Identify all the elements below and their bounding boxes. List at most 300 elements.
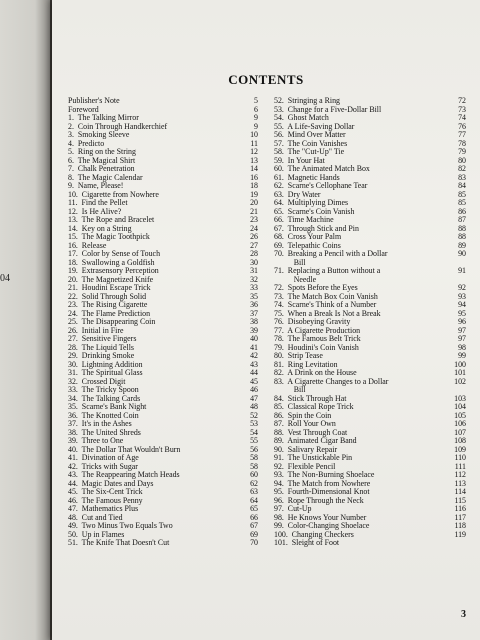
toc-entry-title: 98. He Knows Your Number [274, 513, 367, 522]
toc-entry-page: 86 [458, 206, 466, 216]
toc-entry [274, 106, 466, 115]
toc-entry-page: 112 [454, 470, 466, 479]
toc-entry [68, 250, 258, 259]
toc-entry-page: 9 [254, 121, 258, 131]
toc-entry-title: 87. Roll Your Own [274, 420, 336, 428]
toc-entry [68, 284, 258, 293]
toc-entry [274, 429, 466, 438]
toc-entry-title: 94. The Match from Nowhere [274, 479, 371, 488]
toc-entry-page: 87 [458, 215, 466, 224]
toc-entry-page: 21 [250, 206, 258, 216]
toc-entry-page: 58 [250, 461, 258, 471]
toc-entry-title: 47. Mathematics Plus [68, 505, 139, 513]
toc-entry-page: 96 [458, 317, 466, 326]
toc-entry-page: 47 [250, 393, 258, 403]
toc-entry [274, 216, 466, 225]
toc-entry [68, 386, 258, 395]
toc-left-column [68, 97, 258, 548]
toc-entry [274, 114, 466, 123]
toc-entry-title: 16. Release [68, 241, 107, 250]
toc-entry-title: 61. Magnetic Hands [274, 173, 340, 182]
toc-entry-title: 35. Scarne's Bank Night [68, 403, 147, 411]
toc-entry-title: 23. The Rising Cigarette [68, 301, 148, 309]
toc-entry [68, 403, 258, 412]
toc-entry [68, 191, 258, 200]
toc-entry-page: 118 [454, 521, 466, 530]
toc-entry-title: 71. Replacing a Button without a [274, 267, 381, 275]
toc-entry-page: 80 [458, 155, 466, 165]
toc-entry-page: 79 [458, 147, 466, 156]
toc-entry-title: 45. The Six-Cent Trick [68, 488, 143, 496]
toc-entry [68, 429, 258, 438]
toc-entry-page: 55 [250, 436, 258, 445]
toc-entry-title: 49. Two Minus Two Equals Two [68, 522, 173, 530]
toc-entry-page: 91 [458, 266, 466, 275]
toc-entry [274, 225, 466, 234]
toc-entry-title: 53. Change for a Five-Dollar Bill [274, 105, 382, 114]
toc-entry-page: 33 [250, 283, 258, 292]
toc-entry [68, 369, 258, 378]
toc-entry-page: 105 [454, 410, 466, 420]
toc-entry [274, 267, 466, 276]
toc-entry [274, 403, 466, 412]
toc-entry [274, 259, 466, 268]
toc-entry [274, 123, 466, 132]
toc-entry [68, 225, 258, 234]
toc-entry-page: 66 [250, 512, 258, 522]
toc-entry-title: Needle [274, 275, 317, 284]
toc-entry-page: 106 [454, 419, 466, 428]
toc-entry-page: 104 [454, 402, 466, 411]
toc-entry-title: 5. Ring on the String [68, 148, 136, 156]
toc-entry-page: 85 [458, 189, 466, 199]
toc-entry [274, 191, 466, 200]
toc-entry-title: 25. The Disappearing Coin [68, 318, 156, 326]
toc-entry-page: 19 [250, 189, 258, 199]
toc-entry-title: 72. Spots Before the Eyes [274, 284, 358, 292]
toc-entry [68, 106, 258, 115]
toc-entry-title: 97. Cut-Up [274, 505, 312, 513]
toc-entry-page: 18 [250, 181, 258, 190]
toc-entry [68, 454, 258, 463]
toc-entry [68, 276, 258, 285]
toc-entry [68, 157, 258, 166]
toc-entry-title: 2. Coin Through Handkerchief [68, 122, 168, 131]
toc-entry-page: 88 [458, 223, 466, 233]
toc-entry [274, 471, 466, 480]
toc-entry [68, 514, 258, 523]
toc-entry-page: 113 [454, 478, 466, 488]
toc-entry-title: 91. The Unstickable Pin [274, 454, 353, 462]
toc-entry-page: 85 [458, 198, 466, 207]
toc-entry [68, 352, 258, 361]
toc-entry-page: 9 [254, 113, 258, 122]
toc-entry-page: 5 [254, 96, 258, 105]
toc-entry [274, 250, 466, 259]
toc-entry-title: 81. Ring Levitation [274, 360, 338, 369]
toc-entry-page: 64 [250, 495, 258, 505]
toc-entry-page: 102 [454, 376, 466, 386]
toc-entry-page: 92 [458, 283, 466, 292]
toc-entry-title: 69. Telepathic Coins [274, 241, 341, 250]
toc-entry-page: 16 [250, 172, 258, 182]
toc-entry [274, 165, 466, 174]
toc-entry [274, 208, 466, 217]
toc-entry-page: 26 [250, 232, 258, 241]
toc-entry-title: 29. Drinking Smoke [68, 352, 135, 360]
toc-entry-title: 11. Find the Pellet [68, 199, 128, 207]
toc-entry-page: 11 [250, 138, 258, 148]
toc-entry [274, 454, 466, 463]
toc-entry [274, 352, 466, 361]
toc-entry [68, 182, 258, 191]
toc-entry-title: 85. Classical Rope Trick [274, 403, 354, 411]
toc-entry [274, 480, 466, 489]
toc-entry [68, 123, 258, 132]
toc-entry [274, 437, 466, 446]
toc-entry [68, 327, 258, 336]
toc-entry [68, 259, 258, 268]
toc-entry-title: 51. The Knife That Doesn't Cut [68, 539, 170, 547]
toc-entry-page: 103 [454, 393, 466, 403]
toc-entry [274, 199, 466, 208]
toc-entry-title: 1. The Talking Mirror [68, 114, 139, 122]
toc-entry-page: 56 [250, 444, 258, 454]
toc-entry-page: 76 [458, 121, 466, 131]
toc-entry-title: 40. The Dollar That Wouldn't Burn [68, 445, 181, 454]
toc-entry-title: 68. Cross Your Palm [274, 233, 342, 241]
toc-entry [274, 463, 466, 472]
toc-entry-page: 46 [250, 385, 258, 394]
toc-entry-page: 108 [454, 436, 466, 445]
toc-entry-title: 14. Key on a String [68, 224, 132, 233]
toc-entry-title: 24. The Flame Prediction [68, 309, 151, 318]
toc-entry-page: 40 [250, 334, 258, 343]
toc-entry-title: Publisher's Note [68, 97, 120, 105]
toc-entry-title: 62. Scarne's Cellophane Tear [274, 182, 368, 190]
toc-entry [68, 208, 258, 217]
toc-entry-title: 34. The Talking Cards [68, 394, 141, 403]
toc-entry-page: 13 [250, 155, 258, 165]
toc-entry-page: 97 [458, 334, 466, 343]
toc-entry [68, 140, 258, 149]
toc-entry-title: 20. The Magnetized Knife [68, 275, 154, 284]
toc-entry-title: 76. Disobeying Gravity [274, 318, 351, 326]
toc-entry-page: 35 [250, 291, 258, 301]
toc-entry-page: 10 [250, 130, 258, 139]
toc-entry [274, 335, 466, 344]
toc-entry-page: 99 [458, 351, 466, 360]
toc-entry-page: 24 [250, 223, 258, 233]
toc-entry [68, 437, 258, 446]
toc-entry-page: 97 [458, 325, 466, 335]
toc-entry-title: 99. Color-Changing Shoelace [274, 522, 370, 530]
toc-entry-page: 89 [458, 240, 466, 250]
toc-entry [68, 310, 258, 319]
toc-entry [274, 148, 466, 157]
toc-entry-page: 39 [250, 325, 258, 335]
toc-entry-page: 94 [458, 300, 466, 309]
toc-entry-title: 8. The Magic Calendar [68, 173, 143, 182]
toc-entry-page: 101 [454, 368, 466, 377]
toc-entry [274, 301, 466, 310]
toc-entry-page: 117 [454, 512, 466, 522]
toc-entry-title: 37. It's in the Ashes [68, 420, 132, 428]
toc-entry [274, 131, 466, 140]
toc-entry-title: 84. Stick Through Hat [274, 394, 347, 403]
toc-entry-page: 58 [250, 453, 258, 462]
toc-entry-page: 114 [454, 487, 466, 496]
toc-entry [68, 301, 258, 310]
toc-entry-title: 39. Three to One [68, 437, 124, 445]
toc-entry [274, 395, 466, 404]
toc-entry-title: 10. Cigarette from Nowhere [68, 190, 159, 199]
toc-entry-title: 96. Rope Through the Neck [274, 496, 364, 505]
toc-entry-title: 48. Cut and Tied [68, 513, 123, 522]
toc-entry [274, 233, 466, 242]
toc-entry [274, 378, 466, 387]
toc-entry-title: 32. Crossed Digit [68, 377, 126, 386]
toc-entry-title: 55. A Life-Saving Dollar [274, 122, 355, 131]
toc-entry-title: 100. Changing Checkers [274, 530, 354, 539]
toc-entry [68, 335, 258, 344]
toc-entry-title: Bill [274, 258, 306, 267]
toc-entry-title: 30. Lightning Addition [68, 360, 143, 369]
toc-entry-page: 45 [250, 376, 258, 386]
toc-entry-page: 28 [250, 249, 258, 258]
contents-page [52, 0, 480, 640]
toc-entry-title: 22. Solid Through Solid [68, 292, 147, 301]
toc-entry-title: 31. The Spiritual Glass [68, 369, 143, 377]
toc-entry [274, 488, 466, 497]
toc-entry [68, 174, 258, 183]
toc-entry-title: 66. Time Machine [274, 216, 334, 224]
toc-entry-page: 12 [250, 147, 258, 156]
toc-entry-title: 73. The Match Box Coin Vanish [274, 292, 378, 301]
toc-entry-page: 69 [250, 529, 258, 539]
toc-entry-page: 82 [458, 164, 466, 173]
previous-page-number: 04 [0, 273, 10, 284]
toc-entry [274, 446, 466, 455]
toc-entry [274, 157, 466, 166]
toc-entry-page: 41 [250, 342, 258, 352]
toc-entry-page: 111 [454, 461, 466, 471]
toc-entry-page: 119 [454, 529, 466, 539]
toc-entry-page: 95 [458, 308, 466, 318]
toc-entry [68, 531, 258, 540]
toc-entry-title: 42. Tricks with Sugar [68, 462, 138, 471]
toc-entry-title: 78. The Famous Belt Trick [274, 335, 361, 343]
toc-entry-title: 21. Houdini Escape Trick [68, 284, 151, 292]
toc-entry-page: 90 [458, 249, 466, 258]
toc-entry-page: 27 [250, 240, 258, 250]
toc-entry-page: 98 [458, 342, 466, 352]
toc-entry [68, 471, 258, 480]
toc-entry [274, 310, 466, 319]
toc-entry-page: 65 [250, 504, 258, 513]
toc-entry-page: 43 [250, 359, 258, 369]
toc-entry-title: 4. Predicto [68, 139, 105, 148]
toc-entry [68, 97, 258, 106]
toc-entry [68, 148, 258, 157]
toc-entry [274, 497, 466, 506]
toc-entry-title: 28. The Liquid Tells [68, 343, 135, 352]
toc-entry [68, 463, 258, 472]
toc-entry-title: 54. Ghost Match [274, 114, 329, 122]
toc-entry [274, 539, 466, 548]
toc-entry [274, 369, 466, 378]
toc-entry-page: 83 [458, 172, 466, 182]
toc-entry [274, 412, 466, 421]
toc-entry [68, 242, 258, 251]
toc-entry-title: 64. Multiplying Dimes [274, 199, 349, 207]
toc-entry [68, 267, 258, 276]
previous-page-edge [0, 0, 50, 640]
toc-entry [68, 539, 258, 548]
toc-entry-title: 63. Dry Water [274, 190, 321, 199]
toc-entry [68, 344, 258, 353]
toc-entry-page: 54 [250, 427, 258, 437]
toc-entry [274, 514, 466, 523]
toc-entry [68, 233, 258, 242]
toc-entry-title: 59. In Your Hat [274, 156, 325, 165]
toc-entry-title: 67. Through Stick and Pin [274, 224, 359, 233]
toc-entry-title: 70. Breaking a Pencil with a Dollar [274, 250, 388, 258]
toc-entry-page: 77 [458, 130, 466, 139]
toc-entry [274, 293, 466, 302]
toc-entry-page: 38 [250, 317, 258, 326]
toc-entry-title: Foreword [68, 105, 99, 114]
toc-entry [68, 199, 258, 208]
toc-entry-page: 32 [250, 274, 258, 284]
toc-entry [274, 522, 466, 531]
toc-entry-page: 14 [250, 164, 258, 173]
toc-entry [274, 242, 466, 251]
toc-entry-title: 77. A Cigarette Production [274, 326, 361, 335]
toc-entry [68, 318, 258, 327]
toc-entry-title: 90. Salivary Repair [274, 445, 338, 454]
toc-entry [274, 276, 466, 285]
toc-entry-title: 18. Swallowing a Goldfish [68, 258, 155, 267]
toc-entry-page: 6 [254, 104, 258, 114]
toc-entry [68, 446, 258, 455]
toc-entry-title: 95. Fourth-Dimensional Knot [274, 488, 370, 496]
toc-entry-page: 116 [454, 504, 466, 513]
toc-entry-page: 48 [250, 402, 258, 411]
toc-entry [68, 497, 258, 506]
toc-entry-page: 52 [250, 410, 258, 420]
toc-entry-title: 43. The Reappearing Match Heads [68, 471, 180, 479]
toc-entry-page: 70 [250, 538, 258, 547]
toc-entry-title: 80. Strip Tease [274, 352, 323, 360]
toc-entry [68, 505, 258, 514]
toc-entry-page: 88 [458, 232, 466, 241]
toc-entry-title: 101. Sleight of Foot [274, 539, 340, 547]
toc-entry-page: 30 [250, 257, 258, 267]
toc-entry-title: 86. Spin the Coin [274, 411, 332, 420]
toc-entry-page: 42 [250, 351, 258, 360]
toc-entry [68, 293, 258, 302]
toc-entry [274, 505, 466, 514]
toc-entry-page: 107 [454, 427, 466, 437]
toc-entry [274, 182, 466, 191]
toc-entry-title: 88. Vest Through Coat [274, 428, 348, 437]
toc-entry-page: 23 [250, 215, 258, 224]
toc-entry-title: 58. The "Cut-Up" Tie [274, 148, 345, 156]
toc-entry [274, 531, 466, 540]
toc-right-column [274, 97, 466, 548]
toc-entry-title: 75. When a Break Is Not a Break [274, 309, 381, 318]
toc-entry-page: 20 [250, 198, 258, 207]
page-title: CONTENTS [228, 72, 304, 87]
toc-entry-page: 78 [458, 138, 466, 148]
toc-entry-title: 65. Scarne's Coin Vanish [274, 207, 355, 216]
toc-entry [68, 395, 258, 404]
toc-entry-title: 17. Color by Sense of Touch [68, 250, 161, 258]
toc-entry-title: 57. The Coin Vanishes [274, 139, 348, 148]
toc-entry-title: 26. Initial in Fire [68, 326, 124, 335]
toc-entry-title: 93. The Non-Burning Shoelace [274, 471, 375, 479]
toc-entry-page: 36 [250, 300, 258, 309]
toc-entry-title: Bill [274, 386, 306, 394]
toc-entry-page: 44 [250, 368, 258, 377]
toc-entry [68, 114, 258, 123]
toc-entry-page: 53 [250, 419, 258, 428]
toc-entry-title: 12. Is He Alive? [68, 207, 122, 216]
toc-entry-title: 41. Divination of Age [68, 454, 139, 462]
toc-entry-page: 37 [250, 308, 258, 318]
toc-entry-title: 56. Mind Over Matter [274, 131, 346, 139]
toc-entry-title: 9. Name, Please! [68, 182, 124, 190]
toc-entry-title: 82. A Drink on the House [274, 369, 357, 377]
toc-entry-title: 50. Up in Flames [68, 530, 125, 539]
toc-entry [274, 97, 466, 106]
toc-entry [68, 420, 258, 429]
toc-entry-page: 63 [250, 487, 258, 496]
toc-entry-page: 115 [454, 495, 466, 505]
toc-entry [68, 216, 258, 225]
toc-entry-title: 6. The Magical Shirt [68, 156, 136, 165]
toc-entry-title: 74. Scarne's Think of a Number [274, 301, 377, 309]
toc-entry-title: 44. Magic Dates and Days [68, 479, 154, 488]
toc-entry-page: 67 [250, 521, 258, 530]
toc-entry [274, 318, 466, 327]
toc-entry-title: 33. The Tricky Spoon [68, 386, 139, 394]
toc-entry-page: 73 [458, 104, 466, 114]
toc-entry [68, 361, 258, 370]
toc-entry-title: 27. Sensitive Fingers [68, 335, 137, 343]
toc-entry [68, 131, 258, 140]
toc-entry [274, 361, 466, 370]
toc-entry [274, 174, 466, 183]
toc-entry-title: 13. The Rope and Bracelet [68, 216, 155, 224]
toc-entry-title: 36. The Knotted Coin [68, 411, 139, 420]
toc-entry-title: 46. The Famous Penny [68, 496, 143, 505]
toc-entry [68, 522, 258, 531]
toc-entry [68, 488, 258, 497]
toc-entry [274, 386, 466, 395]
toc-entry-title: 52. Stringing a Ring [274, 97, 340, 105]
toc-entry-page: 72 [458, 96, 466, 105]
toc-entry-title: 19. Extrasensory Perception [68, 267, 159, 275]
toc-entry [68, 412, 258, 421]
toc-entry-title: 60. The Animated Match Box [274, 165, 370, 173]
toc-entry-title: 38. The United Shreds [68, 428, 141, 437]
toc-entry-page: 110 [454, 453, 466, 462]
toc-entry-page: 74 [458, 113, 466, 122]
toc-entry-page: 84 [458, 181, 466, 190]
toc-entry-title: 7. Chalk Penetration [68, 165, 135, 173]
